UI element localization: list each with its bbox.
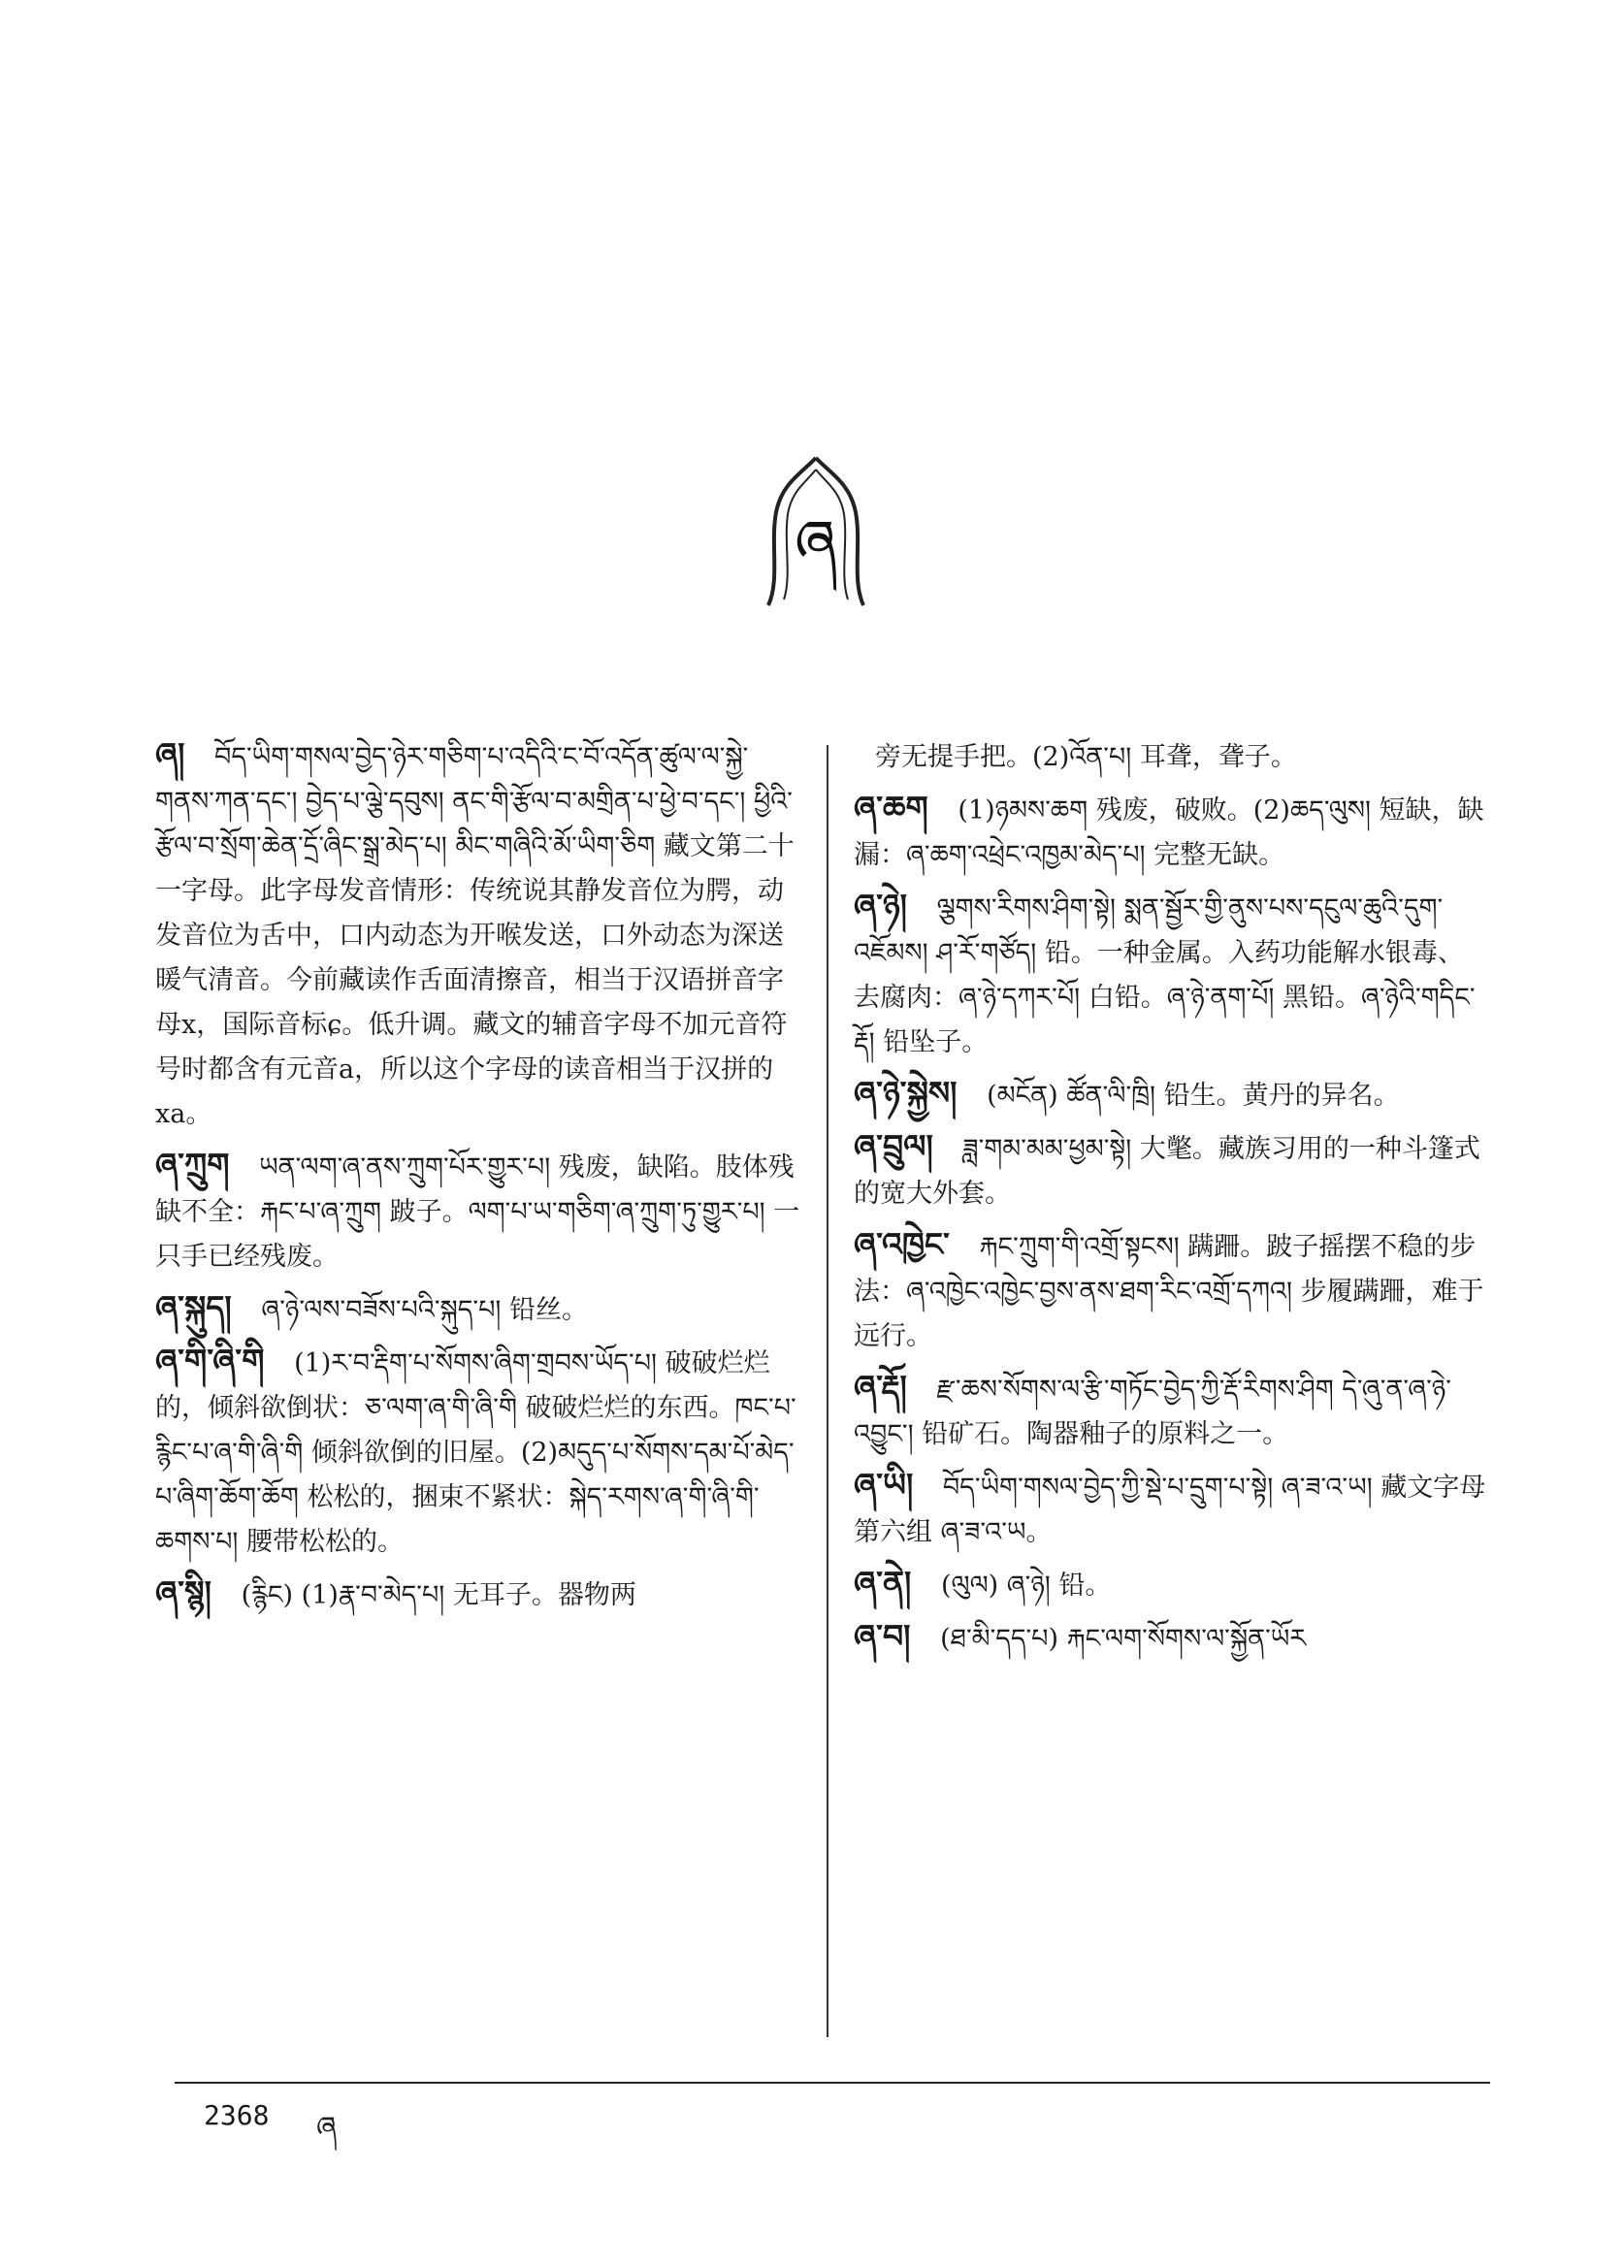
entry-definition: ཞ་ཉེ་ལས་བཟོས་པའི་སྐུད་པ། 铅丝。 — [261, 1295, 588, 1325]
entry-definition: (མངོན) ཚོན་ལི་ཁྲི། 铅生。黄丹的异名。 — [987, 1081, 1400, 1111]
entry-headword: ཞ་སྙི། — [155, 1573, 211, 1611]
page-number: 2368 — [204, 2099, 270, 2131]
dictionary-entry — [854, 1463, 1489, 1555]
entry-definition: ཟླ་གམ་མམ་ཕྱམ་སྟེ། 大氅。藏族习用的一种斗篷式的宽大外套。 — [854, 1134, 1480, 1209]
entry-definition: (ཐ་མི་དད་པ) རྐང་ལག་སོགས་ལ་སྐྱོན་ཡོར — [940, 1624, 1307, 1654]
dictionary-entry — [155, 1143, 805, 1280]
entry-headword: ཞ་འཁྱེང་ — [854, 1225, 950, 1263]
dictionary-entry — [155, 1285, 805, 1333]
entry-headword: ཞ་བ། — [854, 1617, 911, 1655]
page-section-letter: ཞ — [316, 2111, 337, 2145]
entry-headword: ཞ་ཉེ་སྐྱེས། — [854, 1074, 958, 1112]
entry-definition: (1)ར་བ་རྡིག་པ་སོགས་ཞིག་གྲབས་ཡོད་པ། 破破烂烂的，倾斜欲倒状：ཅ་ལག་ཞ་གི་ཞི་གི 破破烂烂的东西。ཁང་པ་རྙིང་པ་ཞ་གི་ཞི་གི 倾斜欲倒的旧屋。(2)མདུད་པ་སོགས་དམ་པོ་མེད་པ་ཞིག་ཆོག་ཆོག 松松的，捆束不紧状：སྐེད་རགས་ཞ་གི་ཞི་གི་ཆགས་པ། 腰带松松的。 — [155, 1348, 796, 1557]
dictionary-entry — [854, 1561, 1489, 1608]
entry-headword: ཞ། — [155, 735, 185, 773]
entry-definition: (རྙིང) (1)རྣ་བ་མེད་པ། 无耳子。器物两 — [241, 1580, 636, 1610]
entry-headword: ཞ་བྲུལ། — [854, 1127, 933, 1165]
ornament-letter: ཞ — [795, 506, 837, 577]
right-column — [854, 732, 1489, 1668]
dictionary-entry — [854, 1071, 1489, 1118]
dictionary-entry — [854, 1222, 1489, 1359]
entry-headword: ཞ་ནེ། — [854, 1564, 912, 1602]
dictionary-entry — [155, 1571, 805, 1618]
entry-headword: ཞ་གི་ཞི་གི — [155, 1342, 265, 1379]
section-letter-ornament — [763, 454, 869, 609]
dictionary-entry — [854, 1365, 1489, 1457]
footer-rule — [175, 2082, 1490, 2084]
arch-ornament-icon — [763, 454, 869, 609]
dictionary-entry — [155, 732, 805, 1137]
entry-headword: ཞ་ཆག — [854, 789, 928, 826]
entry-headword: ཞ་ཀྲུག — [155, 1146, 230, 1183]
dictionary-entry — [854, 884, 1489, 1065]
entry-definition: (ལུལ) ཞ་ཉེ། 铅。 — [940, 1571, 1112, 1601]
entry-headword: ཞ་སྐུད། — [155, 1288, 232, 1326]
entry-definition: ལྕགས་རིགས་ཤིག་སྟེ། སྨན་སྦྱོར་གྱི་ནུས་པས་དངུལ་ཆུའི་དུག་འཇོམས། ཤ་རོ་གཙོད། 铅。一种金属。入药功能解水银毒、去腐肉：ཞ་ཉེ་དཀར་པོ། 白铅。ཞ་ཉེ་ནག་པོ། 黑铅。ཞ་ཉེའི་གདིང་རྡོ། 铅坠子。 — [854, 893, 1476, 1057]
entry-definition: 旁无提手把。(2)འོན་པ། 耳聋，聋子。 — [875, 742, 1297, 772]
dictionary-entry — [854, 1124, 1489, 1216]
entry-definition: རྫ་ཆས་སོགས་ལ་རྩི་གཏོང་བྱེད་ཀྱི་རྡོ་རིགས་ཤིག དེ་ཞུ་ན་ཞ་ཉེ་འབྱུང་། 铅矿石。陶器釉子的原料之一。 — [854, 1375, 1451, 1449]
entry-headword: ཞ་རྡོ། — [854, 1368, 907, 1406]
entry-definition: བོད་ཡིག་གསལ་བྱེད་ཀྱི་སྡེ་པ་དྲུག་པ་སྟེ། ཞ་ཟ་འ་ཡ། 藏文字母第六组 ཞ་ཟ་འ་ཡ。 — [854, 1473, 1486, 1547]
entry-headword: ཞ་ཉེ། — [854, 887, 908, 924]
dictionary-entry — [155, 1339, 805, 1565]
entry-definition: བོད་ཡིག་གསལ་བྱེད་ཉེར་གཅིག་པ་འདིའི་ང་བོ་འདོན་ཚུལ་ལ་སྐྱེ་གནས་ཀན་དང་། བྱེད་པ་ལྕེ་དབུས། ནང་གི་རྩོལ་བ་མགྲིན་པ་ཕྱེ་བ་དང་། ཕྱིའི་རྩོལ་བ་སྲོག་ཆེན་དྲོ་ཞིང་སྒྲ་མེད་པ། མིང་གཞིའི་མོ་ཡིག་ཅིག 藏文第二十一字母。此字母发音情形：传统说其静发音位为腭，动发音位为舌中，口内动态为开喉发送，口外动态为深送暖气清音。今前藏读作舌面清擦音，相当于汉语拼音字母x，国际音标ɕ。低升调。藏文的辅音字母不加元音符号时都含有元音a，所以这个字母的读音相当于汉拼的xa。 — [155, 742, 795, 1129]
dictionary-entry — [854, 1614, 1489, 1662]
entry-headword: ཞ་ཡི། — [854, 1466, 914, 1504]
entry-definition: རྐང་ཀྲུག་གི་འགྲོ་སྟངས། 蹒跚。跛子摇摆不稳的步法：ཞ་འཁྱེང་འཁྱེང་བྱས་ནས་ཐག་རིང་འགྲོ་དཀའ། 步履蹒跚，难于远行。 — [854, 1232, 1484, 1351]
entry-definition: (1)ཉམས་ཆག 残废，破败。(2)ཆད་ལུས། 短缺，缺漏：ཞ་ཆག་འཕྲེང་འཁྱམ་མེད་པ། 完整无缺。 — [854, 795, 1484, 870]
column-divider — [827, 745, 828, 2037]
left-column — [155, 732, 805, 1624]
dictionary-entry — [854, 732, 1489, 780]
entry-definition: ཡན་ལག་ཞ་ནས་ཀྲུག་པོར་གྱུར་པ། 残废，缺陷。肢体残缺不全：རྐང་པ་ཞ་ཀྲུག 跛子。ལག་པ་ཡ་གཅིག་ཞ་ཀྲུག་ཏུ་གྱུར་པ། 一只手已经残废。 — [155, 1152, 800, 1272]
dictionary-entry — [854, 786, 1489, 878]
